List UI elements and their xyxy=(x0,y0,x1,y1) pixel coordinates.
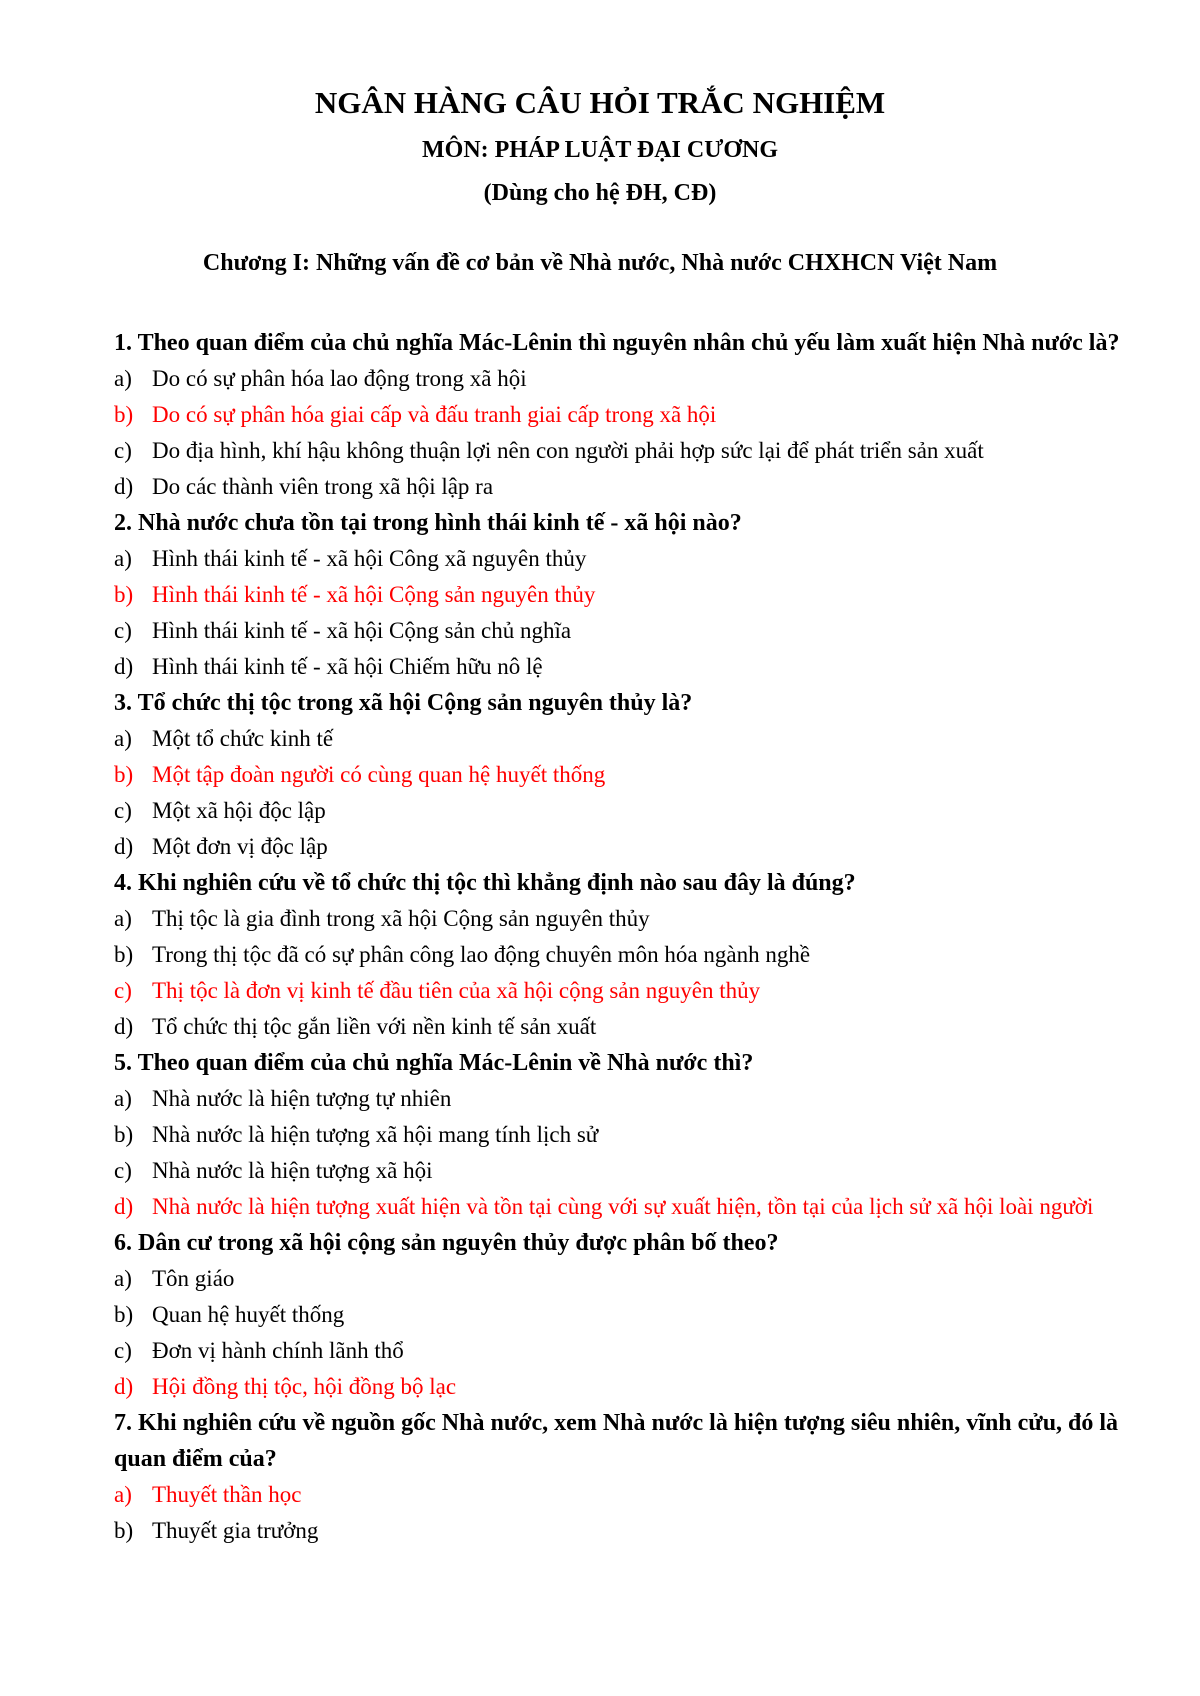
answer-option xyxy=(114,541,1129,577)
option-text: Thuyết gia trưởng xyxy=(152,1518,319,1543)
option-letter: b) xyxy=(114,762,134,787)
option-letter: a) xyxy=(114,1086,132,1111)
option-letter: c) xyxy=(114,1338,132,1363)
chapter-heading: Chương I: Những vấn đề cơ bản về Nhà nước, Nhà nước CHXHCN Việt Nam xyxy=(202,250,998,276)
option-text: Một đơn vị độc lập xyxy=(152,834,328,859)
option-letter: b) xyxy=(114,1122,134,1147)
option-text: Đơn vị hành chính lãnh thổ xyxy=(152,1338,404,1363)
question-block xyxy=(114,505,1129,685)
answer-option-correct xyxy=(114,1189,1129,1225)
answer-option xyxy=(114,1333,1129,1369)
answer-option xyxy=(114,1513,1129,1549)
question-block xyxy=(114,865,1129,1045)
option-text: Thuyết thần học xyxy=(152,1482,302,1507)
option-text: Hình thái kinh tế - xã hội Công xã nguyên thủy xyxy=(152,546,587,571)
option-letter: b) xyxy=(114,1302,134,1327)
answer-option-correct xyxy=(114,397,1129,433)
option-letter: b) xyxy=(114,942,134,967)
option-text: Nhà nước là hiện tượng tự nhiên xyxy=(152,1086,452,1111)
option-text: Thị tộc là đơn vị kinh tế đầu tiên của xã hội cộng sản nguyên thủy xyxy=(152,978,761,1003)
question-list xyxy=(114,325,1129,1549)
option-letter: c) xyxy=(114,438,132,463)
option-text: Một tổ chức kinh tế xyxy=(152,726,334,751)
answer-option xyxy=(114,1297,1129,1333)
answer-option xyxy=(114,1081,1129,1117)
option-letter: c) xyxy=(114,978,132,1003)
option-text: Do địa hình, khí hậu không thuận lợi nên con người phải hợp sức lại để phát triển sản xuất xyxy=(152,438,984,463)
option-letter: a) xyxy=(114,726,132,751)
answer-option-correct xyxy=(114,1369,1129,1405)
question-block xyxy=(114,325,1129,505)
option-letter: a) xyxy=(114,1482,132,1507)
answer-option xyxy=(114,1117,1129,1153)
option-letter: a) xyxy=(114,1266,132,1291)
answer-option xyxy=(114,829,1129,865)
option-text: Quan hệ huyết thống xyxy=(152,1302,345,1327)
option-text: Do các thành viên trong xã hội lập ra xyxy=(152,474,494,499)
answer-option xyxy=(114,649,1129,685)
answer-option xyxy=(114,433,1129,469)
option-text: Hình thái kinh tế - xã hội Cộng sản chủ nghĩa xyxy=(152,618,572,643)
option-text: Tôn giáo xyxy=(152,1266,235,1291)
answer-option xyxy=(114,937,1129,973)
option-letter: d) xyxy=(114,1194,134,1219)
answer-option xyxy=(114,613,1129,649)
option-text: Nhà nước là hiện tượng xã hội xyxy=(152,1158,433,1183)
answer-option xyxy=(114,1009,1129,1045)
option-text: Do có sự phân hóa giai cấp và đấu tranh giai cấp trong xã hội xyxy=(152,402,717,427)
option-text: Tổ chức thị tộc gắn liền với nền kinh tế sản xuất xyxy=(152,1014,597,1039)
answer-option xyxy=(114,469,1129,505)
option-letter: b) xyxy=(114,402,134,427)
answer-option xyxy=(114,1261,1129,1297)
subject-heading: MÔN: PHÁP LUẬT ĐẠI CƯƠNG xyxy=(422,137,778,163)
usage-note: (Dùng cho hệ ĐH, CĐ) xyxy=(483,180,717,206)
option-letter: d) xyxy=(114,654,134,679)
option-text: Trong thị tộc đã có sự phân công lao động chuyên môn hóa ngành nghề xyxy=(152,942,811,967)
option-text: Nhà nước là hiện tượng xã hội mang tính lịch sử xyxy=(152,1122,599,1147)
option-text: Hình thái kinh tế - xã hội Cộng sản nguyên thủy xyxy=(152,582,596,607)
option-text: Nhà nước là hiện tượng xuất hiện và tồn tại cùng với sự xuất hiện, tồn tại của lịch sử xã hội loài người xyxy=(152,1194,1094,1219)
option-letter: d) xyxy=(114,834,134,859)
option-letter: c) xyxy=(114,798,132,823)
option-text: Thị tộc là gia đình trong xã hội Cộng sản nguyên thủy xyxy=(152,906,650,931)
option-letter: b) xyxy=(114,582,134,607)
answer-option-correct xyxy=(114,973,1129,1009)
question-text: 5. Theo quan điểm của chủ nghĩa Mác-Lênin về Nhà nước thì? xyxy=(114,1050,754,1076)
option-letter: b) xyxy=(114,1518,134,1543)
answer-option-correct xyxy=(114,577,1129,613)
answer-option xyxy=(114,721,1129,757)
document-title: NGÂN HÀNG CÂU HỎI TRẮC NGHIỆM xyxy=(314,85,886,120)
answer-option-correct xyxy=(114,1477,1129,1513)
question-text: 4. Khi nghiên cứu về tổ chức thị tộc thì khẳng định nào sau đây là đúng? xyxy=(114,870,856,896)
question-text: 6. Dân cư trong xã hội cộng sản nguyên thủy được phân bố theo? xyxy=(114,1230,779,1256)
question-text: 2. Nhà nước chưa tồn tại trong hình thái kinh tế - xã hội nào? xyxy=(114,510,742,536)
option-letter: c) xyxy=(114,1158,132,1183)
answer-option xyxy=(114,901,1129,937)
option-text: Một xã hội độc lập xyxy=(152,798,326,823)
option-letter: a) xyxy=(114,366,132,391)
answer-option xyxy=(114,1153,1129,1189)
option-letter: d) xyxy=(114,474,134,499)
answer-option xyxy=(114,361,1129,397)
option-letter: a) xyxy=(114,906,132,931)
question-block xyxy=(114,1405,1129,1549)
option-letter: d) xyxy=(114,1014,134,1039)
option-text: Do có sự phân hóa lao động trong xã hội xyxy=(152,366,527,391)
option-letter: d) xyxy=(114,1374,134,1399)
question-text: 7. Khi nghiên cứu về nguồn gốc Nhà nước, xem Nhà nước là hiện tượng siêu nhiên, vĩnh cửu, đó là quan điểm của? xyxy=(114,1410,1119,1472)
question-text: 3. Tổ chức thị tộc trong xã hội Cộng sản nguyên thủy là? xyxy=(114,690,693,716)
answer-option xyxy=(114,793,1129,829)
option-text: Hội đồng thị tộc, hội đồng bộ lạc xyxy=(152,1374,457,1399)
option-text: Một tập đoàn người có cùng quan hệ huyết thống xyxy=(152,762,606,787)
option-letter: a) xyxy=(114,546,132,571)
option-letter: c) xyxy=(114,618,132,643)
question-block xyxy=(114,1045,1129,1225)
question-block xyxy=(114,685,1129,865)
answer-option-correct xyxy=(114,757,1129,793)
question-text: 1. Theo quan điểm của chủ nghĩa Mác-Lênin thì nguyên nhân chủ yếu làm xuất hiện Nhà nước là? xyxy=(114,330,1120,356)
option-text: Hình thái kinh tế - xã hội Chiếm hữu nô lệ xyxy=(152,654,543,679)
question-block xyxy=(114,1225,1129,1405)
